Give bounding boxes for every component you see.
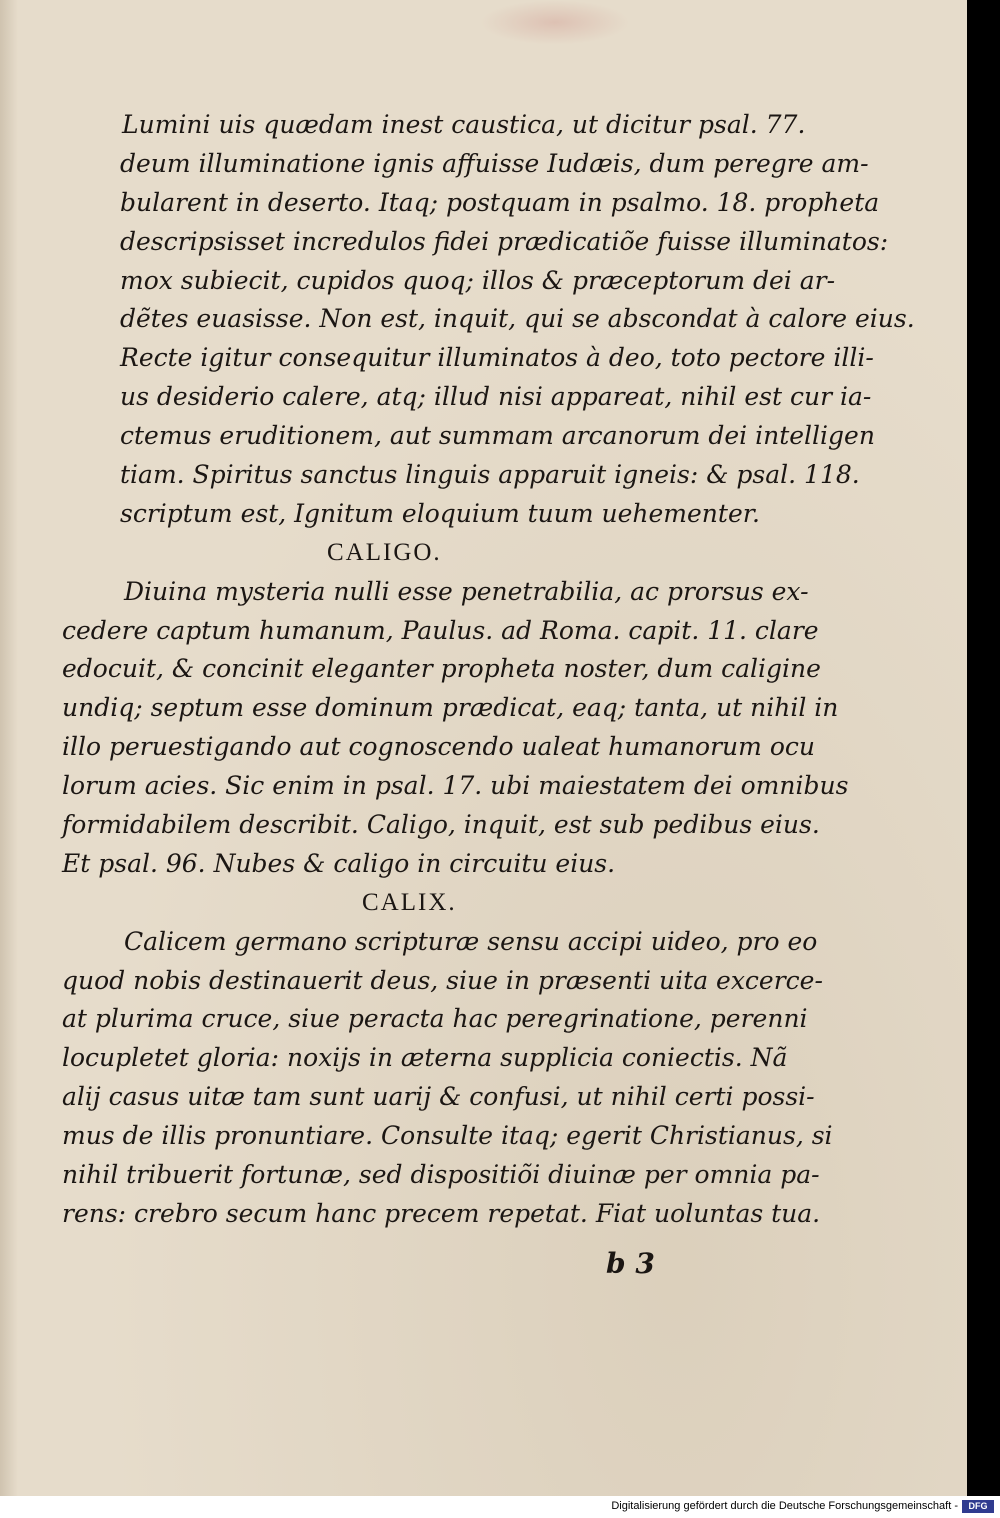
text-line: Lumini uis quædam inest caustica, ut dicitur psal. 77.: [122, 110, 806, 139]
text-line: mus de illis pronuntiare. Consulte itaq; egerit Christianus, si: [62, 1121, 833, 1151]
text-line: edocuit, & concinit eleganter propheta noster, dum caligine: [62, 654, 821, 684]
text-line: formidabilem describit. Caligo, inquit, est sub pedibus eius.: [62, 810, 820, 840]
text-line: dẽtes euasisse. Non est, inquit, qui se abscondat à calore eius.: [120, 304, 915, 334]
text-line: cedere captum humanum, Paulus. ad Roma. capit. 11. clare: [62, 615, 819, 645]
text-line: rens: crebro secum hanc precem repetat. Fiat uoluntas tua.: [62, 1198, 821, 1228]
text-line: Calicem germano scripturæ sensu accipi uideo, pro eo: [124, 926, 818, 956]
page-text-block: [62, 106, 915, 1234]
text-line: ctemus eruditionem, aut summam arcanorum dei intelligen: [120, 421, 875, 451]
text-line: lorum acies. Sic enim in psal. 17. ubi maiestatem dei omnibus: [62, 771, 849, 801]
text-line: Diuina mysteria nulli esse penetrabilia, ac prorsus ex-: [124, 576, 809, 606]
text-line: scriptum est, Ignitum eloquium tuum uehementer.: [120, 498, 760, 528]
text-line: quod nobis destinauerit deus, siue in præsenti uita excerce-: [62, 965, 823, 995]
page-stain: [480, 0, 630, 45]
text-line: at plurima cruce, siue peracta hac peregrinatione, perenni: [62, 1004, 808, 1034]
text-line: illo peruestigando aut cognoscendo ualeat humanorum ocu: [62, 732, 815, 762]
text-line: us desiderio calere, atq; illud nisi appareat, nihil est cur ia-: [120, 382, 872, 412]
signature-mark: b 3: [606, 1247, 655, 1280]
text-line: tiam. Spiritus sanctus linguis apparuit igneis: & psal. 118.: [120, 460, 860, 490]
text-line: descripsisset incredulos fidei prædicatiõe fuisse illuminatos:: [120, 226, 889, 256]
text-line: bularent in deserto. Itaq; postquam in psalmo. 18. propheta: [120, 187, 880, 217]
footer-credit: Digitalisierung gefördert durch die Deutsche Forschungsgemeinschaft -: [611, 1500, 958, 1512]
section-heading: CALIX.: [362, 888, 457, 916]
text-line: locupletet gloria: noxijs in æterna supplicia coniectis. Nã: [62, 1043, 788, 1073]
footer-bar: [0, 1496, 1000, 1518]
dfg-logo-icon: DFG: [962, 1500, 994, 1513]
text-line: Recte igitur consequitur illuminatos à deo, toto pectore illi-: [120, 343, 874, 373]
text-line: undiq; septum esse dominum prædicat, eaq; tanta, ut nihil in: [62, 693, 839, 723]
text-line: mox subiecit, cupidos quoq; illos & præceptorum dei ar-: [120, 265, 836, 295]
text-line: nihil tribuerit fortunæ, sed dispositiõi diuinæ per omnia pa-: [62, 1160, 820, 1190]
text-line: Et psal. 96. Nubes & caligo in circuitu eius.: [62, 848, 616, 878]
page-binding-edge: [0, 0, 18, 1496]
text-line: alij casus uitæ tam sunt uarij & confusi, ut nihil certi possi-: [62, 1082, 815, 1112]
text-line: deum illuminatione ignis affuisse Iudæis, dum peregre am-: [120, 148, 869, 178]
section-heading: CALIGO.: [327, 538, 442, 566]
